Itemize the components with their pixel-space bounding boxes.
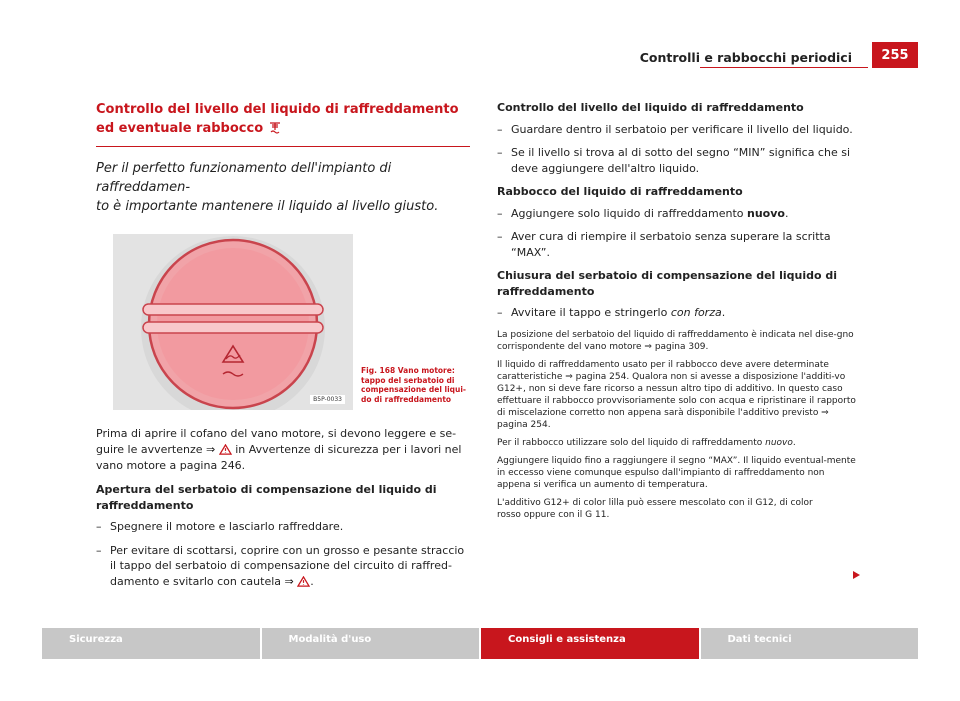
right-column — [497, 100, 859, 527]
list-item: – Aggiungere solo liquido di raffreddamento nuovo. — [497, 206, 789, 220]
check-2-text: Se il livello si trova al di sotto del segno “MIN” significa che si deve aggiungere dell'altro liquido. — [511, 146, 851, 175]
topup-1-bold: nuovo — [746, 206, 785, 220]
note-3-text: Per il rabbocco utilizzare solo del liquido di raffreddamento — [497, 437, 766, 448]
topup-1-end: . — [784, 206, 789, 220]
page-number: 255 — [872, 42, 918, 68]
warning-triangle-icon[interactable] — [297, 576, 310, 587]
note-3 — [497, 437, 859, 449]
topup-1-text: Aggiungere solo liquido di raffreddamento — [511, 206, 747, 220]
list-item: – Guardare dentro il serbatoio per verificare il livello del liquido. — [497, 122, 853, 136]
footer-nav — [42, 628, 918, 659]
coolant-cap-illustration — [113, 234, 353, 410]
note-1: La posizione del serbatoio del liquido di raffreddamento è indicata nel dise-gno corrispondente del vano motore ⇒ pagina 309. — [497, 329, 854, 352]
step-1-text: Spegnere il motore e lasciarlo raffreddare. — [110, 520, 344, 533]
note-3-end: . — [792, 437, 796, 448]
footer-tab-dati-tecnici[interactable]: Dati tecnici — [701, 628, 919, 659]
close-1-end: . — [721, 306, 726, 319]
close-1-italic: con forza — [670, 306, 722, 319]
footer-tab-sicurezza[interactable]: Sicurezza — [42, 628, 260, 659]
figure-image — [113, 234, 353, 410]
note-2: Il liquido di raffreddamento usato per il rabbocco deve avere determinate caratteristiche ⇒ pagina 254. Qualora non si avesse a disposizione l'additi-vo G12+, non si deve fare ricorso a nessun altro tipo di additivo. In questo caso effettuare il rabbocco provvisoriamente solo con acqua e ripristinare il rapporto di miscelazione corretto non appena sarà disponibile l'additivo previsto ⇒ pagina 254. — [497, 359, 856, 430]
section-rule — [96, 146, 470, 147]
coolant-icon — [268, 120, 282, 134]
footer-tab-modalita-uso[interactable]: Modalità d'uso — [262, 628, 480, 659]
topup-title: Rabbocco del liquido di raffreddamento — [497, 185, 743, 198]
warning-paragraph — [96, 426, 470, 474]
step-2-text: Per evitare di scottarsi, coprire con un grosso e pesante straccio il tappo del serbatoio di compensazione del circuito di raffred-damento e svitarlo con cautela ⇒ — [110, 543, 465, 588]
header-rule — [700, 67, 868, 68]
check-1-text: Guardare dentro il serbatoio per verificare il livello del liquido. — [511, 122, 853, 136]
check-title: Controllo del livello del liquido di raffreddamento — [497, 101, 804, 114]
intro-text — [96, 159, 470, 216]
list-item: – Se il livello si trova al di sotto del segno “MIN” significa che si deve aggiungere dell'altro liquido. — [497, 146, 851, 175]
list-item: – Spegnere il motore e lasciarlo raffreddare. — [96, 520, 344, 533]
close-1-text: Avvitare il tappo e stringerlo — [511, 306, 671, 319]
para1-text-a: Prima di aprire il cofano del vano motore, si devono leggere e se-guire le avvertenze ⇒ — [96, 427, 457, 456]
section-title-text: Controllo del livello del liquido di raffreddamento ed eventuale rabbocco — [96, 102, 459, 136]
list-item: – Aver cura di riempire il serbatoio senza superare la scritta “MAX”. — [497, 230, 831, 259]
footer-tab-consigli-assistenza[interactable]: Consigli e assistenza — [481, 628, 699, 659]
figure-caption: Fig. 168 Vano motore: tappo del serbatoio di compensazione del liqui-do di raffreddamento — [361, 366, 467, 404]
topup-2-text: Aver cura di riempire il serbatoio senza superare la scritta “MAX”. — [511, 230, 831, 259]
section-title — [96, 100, 470, 138]
continue-arrow-icon — [852, 570, 861, 580]
step-2-end: . — [310, 574, 314, 588]
note-5: L'additivo G12+ di color lilla può essere mescolato con il G12, di color rosso oppure con il G 11. — [497, 497, 813, 520]
figure-168 — [96, 234, 470, 412]
opening-title: Apertura del serbatoio di compensazione del liquido di raffreddamento — [96, 483, 437, 512]
warning-triangle-icon[interactable] — [219, 444, 232, 455]
note-3-italic: nuovo — [765, 437, 793, 448]
list-item: – Avvitare il tappo e stringerlo con forza. — [497, 306, 726, 319]
intro-line-2: to è importante mantenere il liquido al livello giusto. — [96, 199, 439, 214]
left-column — [96, 100, 470, 597]
intro-line-1: Per il perfetto funzionamento dell'impianto di raffreddamen- — [96, 161, 392, 195]
figure-code: B5P-0033 — [310, 395, 345, 404]
note-4: Aggiungere liquido fino a raggiungere il segno “MAX”. Il liquido eventual-mente in eccesso viene comunque espulso dall'impianto di raffreddamento non appena si verifica un aumento di temperatura. — [497, 455, 856, 490]
closing-title: Chiusura del serbatoio di compensazione del liquido di raffreddamento — [497, 269, 838, 298]
running-header-title: Controlli e rabbocchi periodici — [639, 50, 852, 65]
list-item: – Per evitare di scottarsi, coprire con un grosso e pesante straccio il tappo del serbatoio di compensazione del circuito di raffred-damento e svitarlo con cautela ⇒ . — [96, 543, 465, 588]
para1-text-b: in Avvertenze di sicurezza per i lavori nel vano motore a pagina 246. — [96, 443, 462, 472]
